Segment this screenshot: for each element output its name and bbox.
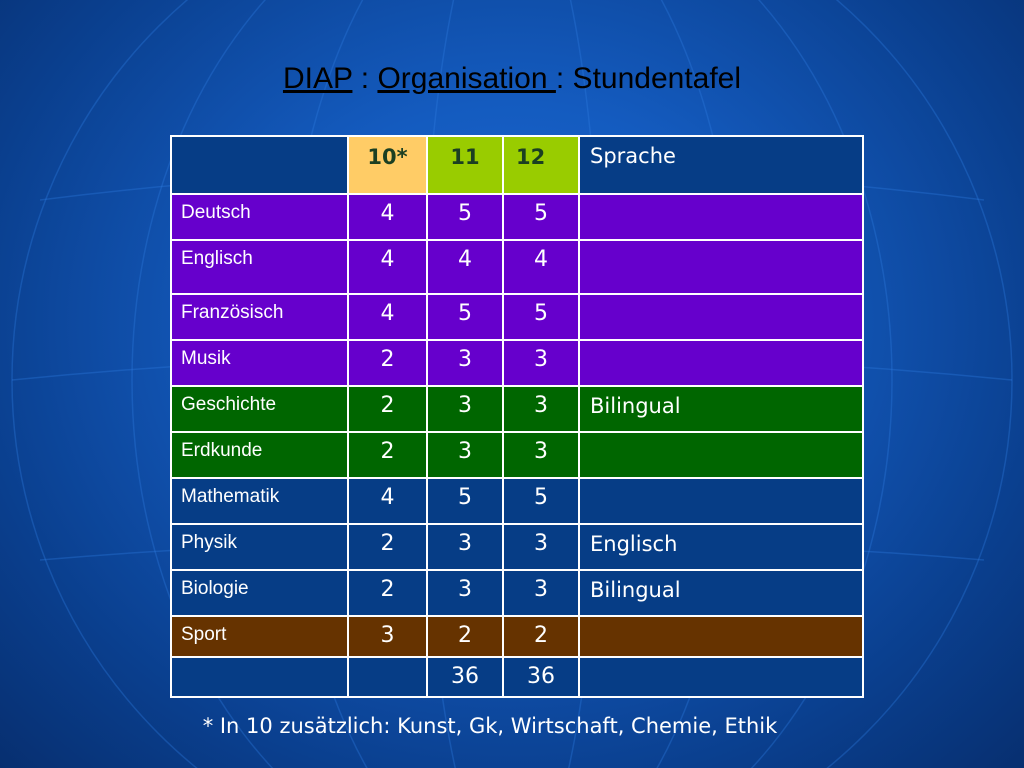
totals-grade-10-cell — [348, 657, 427, 697]
grade-10-cell: 2 — [348, 386, 427, 432]
subject-cell: Biologie — [171, 570, 348, 616]
table-header-row — [171, 136, 863, 194]
slide-title — [0, 62, 1024, 96]
grade-11-cell: 3 — [427, 524, 503, 570]
grade-11-cell: 5 — [427, 478, 503, 524]
stundentafel-table — [170, 135, 864, 698]
grade-11-cell: 4 — [427, 240, 503, 294]
grade-11-cell: 3 — [427, 570, 503, 616]
grade-11-cell: 2 — [427, 616, 503, 657]
grade-12-cell: 3 — [503, 570, 579, 616]
table-row — [171, 524, 863, 570]
grade-11-cell: 3 — [427, 386, 503, 432]
sprache-cell: Englisch — [579, 524, 863, 570]
subject-cell: Mathematik — [171, 478, 348, 524]
grade-11-cell: 3 — [427, 432, 503, 478]
sprache-cell — [579, 432, 863, 478]
grade-12-cell: 5 — [503, 478, 579, 524]
header-sprache: Sprache — [579, 136, 863, 194]
table-row — [171, 194, 863, 240]
totals-label-cell — [171, 657, 348, 697]
sprache-cell: Bilingual — [579, 570, 863, 616]
table-row — [171, 570, 863, 616]
subject-cell: Physik — [171, 524, 348, 570]
header-grade-11: 11 — [427, 136, 503, 194]
subject-cell: Deutsch — [171, 194, 348, 240]
sprache-cell — [579, 478, 863, 524]
header-grade-12: 12 — [503, 136, 579, 194]
grade-12-cell: 4 — [503, 240, 579, 294]
sprache-cell — [579, 194, 863, 240]
grade-10-cell: 2 — [348, 570, 427, 616]
title-organisation: Organisation — [377, 62, 556, 95]
grade-10-cell: 2 — [348, 432, 427, 478]
footnote: * In 10 zusätzlich: Kunst, Gk, Wirtschaft, Chemie, Ethik — [202, 714, 778, 738]
sprache-cell: Bilingual — [579, 386, 863, 432]
header-grade-10: 10* — [348, 136, 427, 194]
grade-11-cell: 3 — [427, 340, 503, 386]
grade-12-cell: 2 — [503, 616, 579, 657]
title-diap: DIAP — [282, 62, 353, 95]
sprache-cell — [579, 294, 863, 340]
sprache-cell — [579, 240, 863, 294]
totals-grade-11-cell: 36 — [427, 657, 503, 697]
table-row — [171, 386, 863, 432]
subject-cell: Musik — [171, 340, 348, 386]
subject-cell: Erdkunde — [171, 432, 348, 478]
table-row — [171, 340, 863, 386]
table-row — [171, 240, 863, 294]
subject-cell: Sport — [171, 616, 348, 657]
grade-12-cell: 3 — [503, 386, 579, 432]
grade-10-cell: 2 — [348, 524, 427, 570]
table-row — [171, 478, 863, 524]
grade-12-cell: 3 — [503, 432, 579, 478]
table-row — [171, 294, 863, 340]
totals-grade-12-cell: 36 — [503, 657, 579, 697]
table-row — [171, 432, 863, 478]
sprache-cell — [579, 340, 863, 386]
grade-10-cell: 2 — [348, 340, 427, 386]
sprache-cell — [579, 616, 863, 657]
grade-12-cell: 3 — [503, 524, 579, 570]
subject-cell: Englisch — [171, 240, 348, 294]
subject-cell: Geschichte — [171, 386, 348, 432]
table-row — [171, 616, 863, 657]
grade-12-cell: 5 — [503, 194, 579, 240]
grade-11-cell: 5 — [427, 194, 503, 240]
header-blank-cell — [171, 136, 348, 194]
grade-10-cell: 4 — [348, 240, 427, 294]
grade-11-cell: 5 — [427, 294, 503, 340]
grade-12-cell: 5 — [503, 294, 579, 340]
grade-12-cell: 3 — [503, 340, 579, 386]
grade-10-cell: 4 — [348, 194, 427, 240]
grade-10-cell: 4 — [348, 294, 427, 340]
grade-10-cell: 4 — [348, 478, 427, 524]
totals-row — [171, 657, 863, 697]
title-separator-1: : — [352, 62, 378, 95]
grade-10-cell: 3 — [348, 616, 427, 657]
subject-cell: Französisch — [171, 294, 348, 340]
title-stundentafel: : Stundentafel — [555, 62, 742, 95]
totals-sprache-cell — [579, 657, 863, 697]
